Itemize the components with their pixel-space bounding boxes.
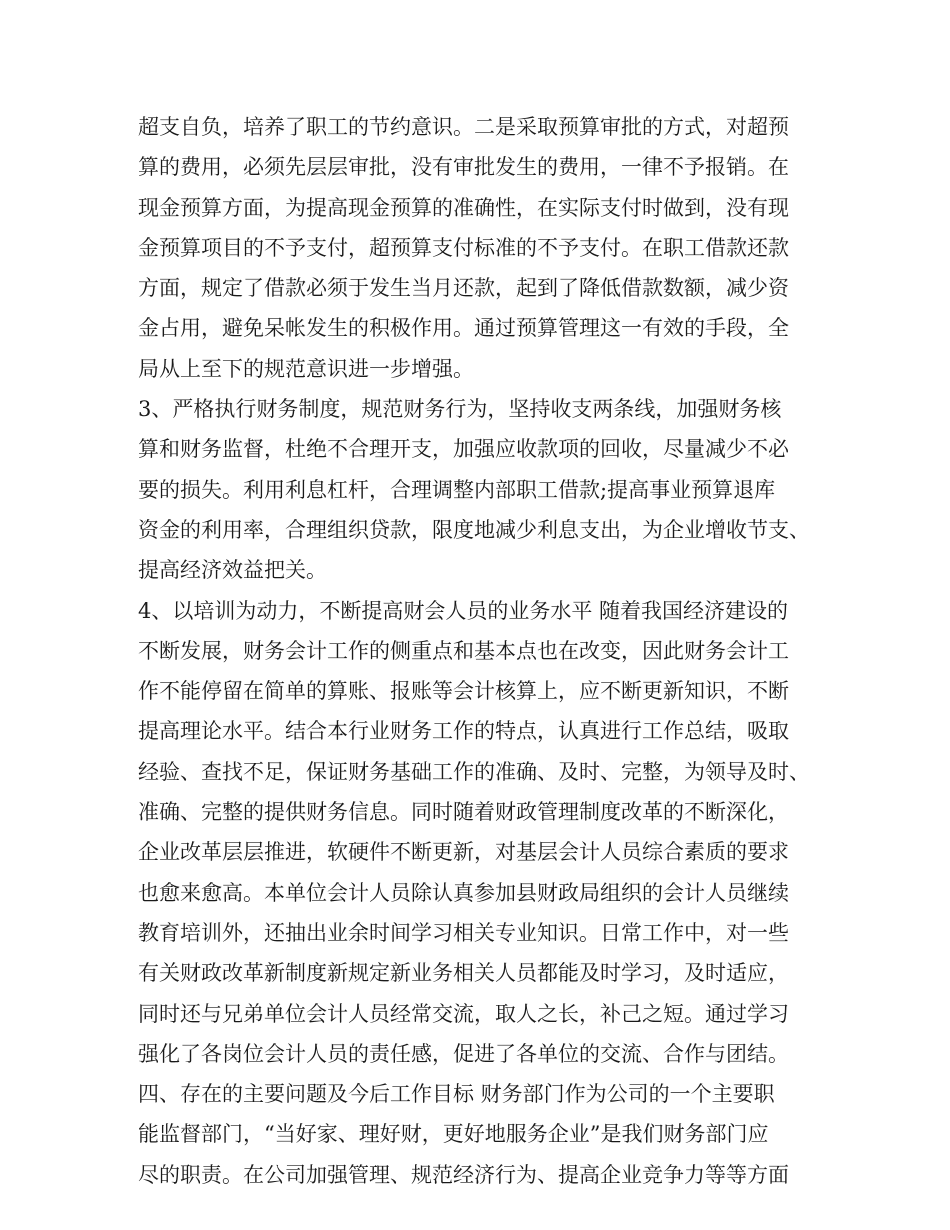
text-line: 强化了各岗位会计人员的责任感，促进了各单位的交流、合作与团结。	[138, 1041, 789, 1066]
body-text	[138, 107, 838, 1195]
text-line: 尽的职责。在公司加强管理、规范经济行为、提高企业竞争力等等方面	[138, 1162, 789, 1187]
text-line: 金占用，避免呆帐发生的积极作用。通过预算管理这一有效的手段，全	[138, 316, 789, 341]
text-line: 企业改革层层推进，软硬件不断更新，对基层会计人员综合素质的要求	[138, 840, 789, 865]
text-line: 有关财政改革新制度新规定新业务相关人员都能及时学习，及时适应，	[138, 961, 789, 986]
text-line: 经验、查找不足，保证财务基础工作的准确、及时、完整，为领导及时、	[138, 759, 810, 784]
text-line: 超支自负，培养了职工的节约意识。二是采取预算审批的方式，对超预	[138, 115, 789, 139]
text-line: 资金的利用率，合理组织贷款，限度地减少利息支出，为企业增收节支、	[138, 517, 810, 542]
text-line: 准确、完整的提供财务信息。同时随着财政管理制度改革的不断深化，	[138, 800, 789, 825]
text-line: 同时还与兄弟单位会计人员经常交流，取人之长，补己之短。通过学习	[138, 1001, 789, 1026]
text-line: 能监督部门，“当好家、理好财，更好地服务企业”是我们财务部门应	[138, 1122, 769, 1147]
text-line: 四、存在的主要问题及今后工作目标 财务部门作为公司的一个主要职	[138, 1082, 775, 1107]
text-line: 3、严格执行财务制度，规范财务行为，坚持收支两条线，加强财务核	[138, 397, 782, 422]
text-line: 现金预算方面，为提高现金预算的准确性，在实际支付时做到，没有现	[138, 195, 789, 220]
text-line: 提高理论水平。结合本行业财务工作的特点，认真进行工作总结，吸取	[138, 719, 789, 744]
text-line: 要的损失。利用利息杠杆，合理调整内部职工借款;提高事业预算退库	[138, 477, 776, 502]
text-line: 提高经济效益把关。	[138, 558, 327, 583]
text-line: 金预算项目的不予支付，超预算支付标准的不予支付。在职工借款还款	[138, 235, 789, 260]
text-line: 局从上至下的规范意识进一步增强。	[138, 356, 474, 381]
text-line: 方面，规定了借款必须于发生当月还款，起到了降低借款数额，减少资	[138, 276, 789, 301]
text-line: 也愈来愈高。本单位会计人员除认真参加县财政局组织的会计人员继续	[138, 880, 789, 905]
text-line: 算和财务监督，杜绝不合理开支，加强应收款项的回收，尽量减少不必	[138, 437, 789, 462]
text-line: 教育培训外，还抽出业余时间学习相关专业知识。日常工作中，对一些	[138, 920, 789, 945]
text-line: 算的费用，必须先层层审批，没有审批发生的费用，一律不予报销。在	[138, 155, 789, 180]
text-line: 4、以培训为动力，不断提高财会人员的业务水平 随着我国经济建设的	[138, 598, 789, 623]
text-line: 不断发展，财务会计工作的侧重点和基本点也在改变，因此财务会计工	[138, 638, 789, 663]
text-line: 作不能停留在简单的算账、报账等会计核算上，应不断更新知识，不断	[138, 679, 789, 704]
